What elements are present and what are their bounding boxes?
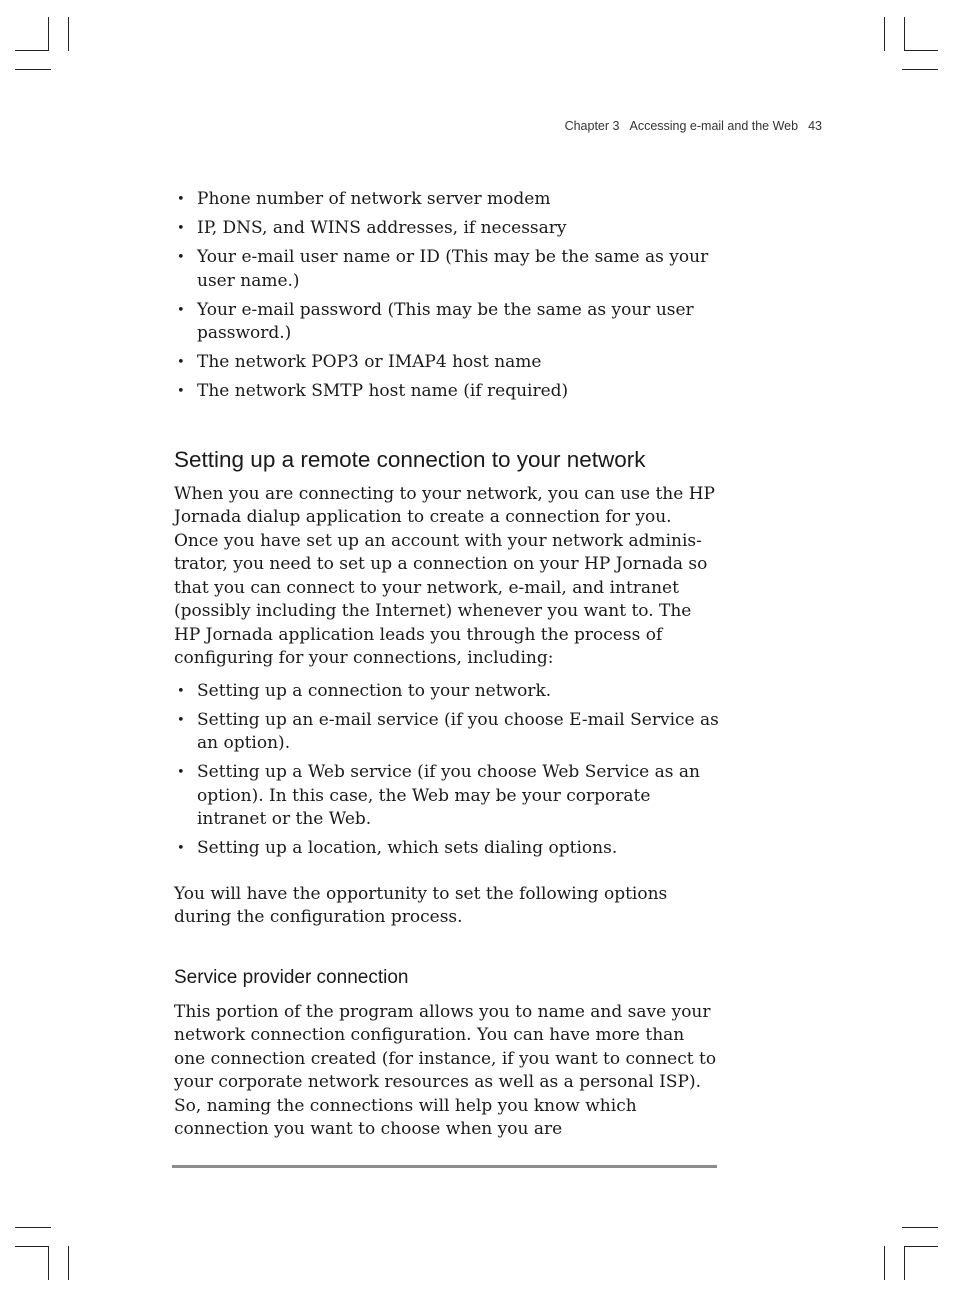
bottom-rule [172,1165,717,1168]
crop-mark [15,1246,49,1247]
page-content [174,188,719,1142]
configuration-steps-list [174,680,719,861]
bullet-icon: • [177,712,185,728]
list-item: • Setting up a location, which sets dialing options. [174,837,719,861]
bullet-icon: • [177,384,185,399]
section-intro: When you are connecting to your network, you can use the HP Jornada dialup application to create a connection for you. Once you have set up an account with your network adminis-trator, you need to set up a connection on your HP Jornada so that you can connect to your network, e-mail, and intranet (possibly including the Internet) whenever you want to. The HP Jornada application leads you through the process of configuring for your connections, including: [174,483,715,668]
crop-mark [884,17,885,51]
crop-mark [48,17,49,51]
bullet-icon: • [177,250,185,265]
section-heading: Setting up a remote connection to your network [174,446,646,472]
crop-mark [15,69,51,70]
crop-mark [15,1227,51,1228]
chapter-label: Chapter 3 [564,119,620,133]
crop-mark [68,1246,69,1280]
chapter-title: Accessing e-mail and the Web [629,119,799,133]
bullet-icon: • [177,221,185,236]
list-item: • Setting up an e-mail service (if you choose E-mail Service as an option). [177,709,719,753]
list-item: • IP, DNS, and WINS addresses, if necessary [174,217,719,241]
subsection-body: This portion of the program allows you to name and save your network connection configuration. You can have more than one connection created (for instance, if you want to connect to your corporate network resources as well as a personal ISP). So, naming the connections will help you know which connection you want to choose when you are [174,1001,717,1139]
list-item: • Setting up a connection to your network. [174,680,719,704]
crop-mark [15,50,49,51]
bullet-icon: • [177,683,185,699]
running-head [565,119,822,133]
crop-mark [48,1246,49,1280]
crop-mark [904,17,905,51]
list-item: • Setting up a Web service (if you choose Web Service as an option). In this case, the Web may be your corporate intranet or the Web. [177,762,700,829]
crop-mark [904,1246,905,1280]
bullet-icon: • [177,302,185,318]
crop-mark [68,17,69,51]
list-item: • Your e-mail password (This may be the same as your user password.) [177,299,694,343]
bullet-icon: • [177,192,185,207]
list-item: • Phone number of network server modem [174,188,719,212]
list-item: • The network POP3 or IMAP4 host name [174,351,719,375]
crop-mark [904,1246,938,1247]
crop-mark [902,69,938,70]
crop-mark [902,1227,938,1228]
options-paragraph: You will have the opportunity to set the following options during the configuration process. [174,883,668,927]
crop-mark [904,50,938,51]
crop-mark [884,1246,885,1280]
list-item: • The network SMTP host name (if required) [174,380,719,404]
required-info-list [174,188,719,404]
bullet-icon: • [177,765,185,780]
list-item: • Your e-mail user name or ID (This may be the same as your user name.) [177,247,709,291]
bullet-icon: • [177,841,185,856]
page-number: 43 [808,119,822,133]
bullet-icon: • [177,355,185,370]
subsection-heading: Service provider connection [174,966,409,988]
